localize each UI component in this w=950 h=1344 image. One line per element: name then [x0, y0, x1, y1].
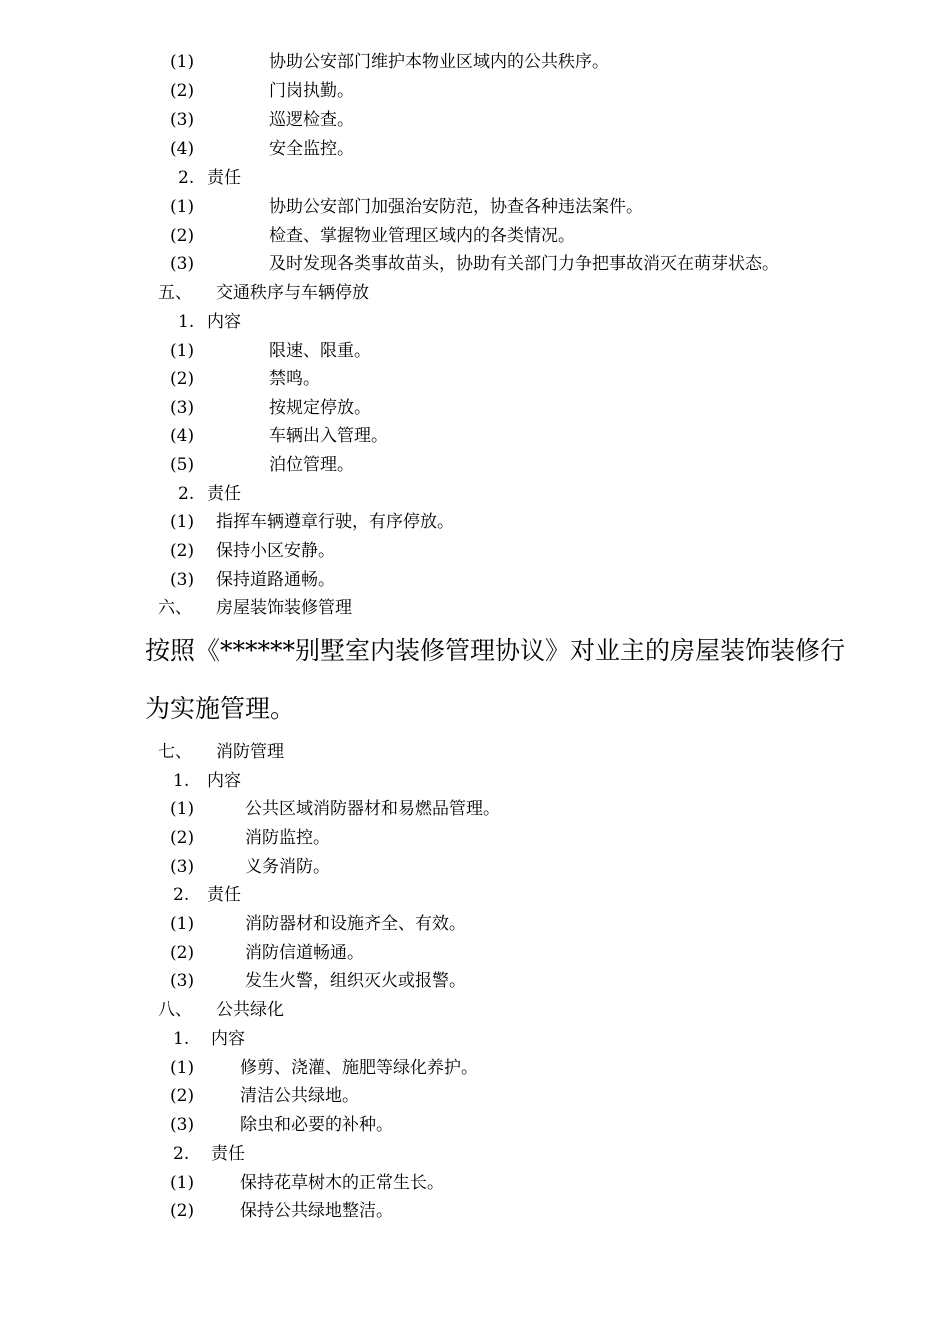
sub-heading: 责任 — [207, 484, 241, 504]
body-paragraph-line: 按照《******别墅室内装修管理协议》对业主的房屋装饰装修行 — [145, 636, 846, 665]
section-heading: 公共绿化 — [216, 1000, 284, 1020]
section-heading: 消防管理 — [216, 742, 284, 762]
section-heading: 房屋装饰装修管理 — [216, 598, 352, 618]
list-number: (2) — [170, 369, 195, 389]
list-item-text: 按规定停放。 — [269, 398, 371, 418]
list-item-text: 消防信道畅通。 — [245, 943, 364, 963]
list-number: (1) — [170, 512, 195, 532]
list-item-text: 除虫和必要的补种。 — [240, 1115, 393, 1135]
sub-heading: 责任 — [207, 168, 241, 188]
list-item-text: 检查、掌握物业管理区域内的各类情况。 — [269, 226, 575, 246]
list-item-text: 安全监控。 — [269, 139, 354, 159]
list-number: (2) — [170, 226, 195, 246]
list-number: (2) — [170, 1086, 195, 1106]
sub-heading-number: 2. — [178, 484, 195, 504]
list-number: (1) — [170, 1058, 195, 1078]
section-heading: 交通秩序与车辆停放 — [216, 283, 369, 303]
list-item-text: 泊位管理。 — [269, 455, 354, 475]
list-item-text: 保持道路通畅。 — [216, 570, 335, 590]
sub-heading-number: 2. — [173, 885, 190, 905]
sub-heading: 内容 — [207, 771, 241, 791]
list-number: (4) — [170, 139, 195, 159]
list-number: (1) — [170, 197, 195, 217]
list-number: (3) — [170, 110, 195, 130]
sub-heading-number: 1. — [173, 1029, 190, 1049]
list-item-text: 巡逻检查。 — [269, 110, 354, 130]
sub-heading-number: 2. — [178, 168, 195, 188]
list-item-text: 指挥车辆遵章行驶，有序停放。 — [216, 512, 454, 532]
list-item-text: 清洁公共绿地。 — [240, 1086, 359, 1106]
list-number: (3) — [170, 857, 195, 877]
sub-heading-number: 2. — [173, 1144, 190, 1164]
list-item-text: 修剪、浇灌、施肥等绿化养护。 — [240, 1058, 478, 1078]
list-item-text: 协助公安部门维护本物业区域内的公共秩序。 — [269, 52, 609, 72]
list-item-text: 保持小区安静。 — [216, 541, 335, 561]
list-number: (2) — [170, 541, 195, 561]
list-item-text: 限速、限重。 — [269, 341, 371, 361]
sub-heading-number: 1. — [173, 771, 190, 791]
list-number: (3) — [170, 971, 195, 991]
list-number: (1) — [170, 52, 195, 72]
list-item-text: 及时发现各类事故苗头，协助有关部门力争把事故消灭在萌芽状态。 — [269, 254, 779, 274]
sub-heading: 内容 — [211, 1029, 245, 1049]
list-item-text: 车辆出入管理。 — [269, 426, 388, 446]
sub-heading: 内容 — [207, 312, 241, 332]
list-item-text: 协助公安部门加强治安防范，协查各种违法案件。 — [269, 197, 643, 217]
list-number: (2) — [170, 943, 195, 963]
list-number: (3) — [170, 570, 195, 590]
list-item-text: 发生火警，组织灭火或报警。 — [245, 971, 466, 991]
list-number: (5) — [170, 455, 195, 475]
list-number: (1) — [170, 914, 195, 934]
list-item-text: 公共区域消防器材和易燃品管理。 — [245, 799, 500, 819]
list-item-text: 门岗执勤。 — [269, 81, 354, 101]
section-number: 六、 — [158, 598, 192, 618]
section-number: 八、 — [158, 1000, 192, 1020]
body-paragraph-line: 为实施管理。 — [145, 694, 296, 723]
section-number: 七、 — [158, 742, 192, 762]
list-item-text: 义务消防。 — [245, 857, 330, 877]
list-number: (2) — [170, 81, 195, 101]
list-number: (3) — [170, 1115, 195, 1135]
list-item-text: 消防监控。 — [245, 828, 330, 848]
list-number: (2) — [170, 828, 195, 848]
list-number: (1) — [170, 341, 195, 361]
list-number: (1) — [170, 1173, 195, 1193]
list-item-text: 保持公共绿地整洁。 — [240, 1201, 393, 1221]
sub-heading-number: 1. — [178, 312, 195, 332]
section-number: 五、 — [158, 283, 192, 303]
sub-heading: 责任 — [211, 1144, 245, 1164]
list-item-text: 保持花草树木的正常生长。 — [240, 1173, 444, 1193]
list-number: (4) — [170, 426, 195, 446]
sub-heading: 责任 — [207, 885, 241, 905]
list-number: (3) — [170, 254, 195, 274]
list-item-text: 消防器材和设施齐全、有效。 — [245, 914, 466, 934]
list-number: (1) — [170, 799, 195, 819]
list-number: (3) — [170, 398, 195, 418]
list-number: (2) — [170, 1201, 195, 1221]
list-item-text: 禁鸣。 — [269, 369, 320, 389]
